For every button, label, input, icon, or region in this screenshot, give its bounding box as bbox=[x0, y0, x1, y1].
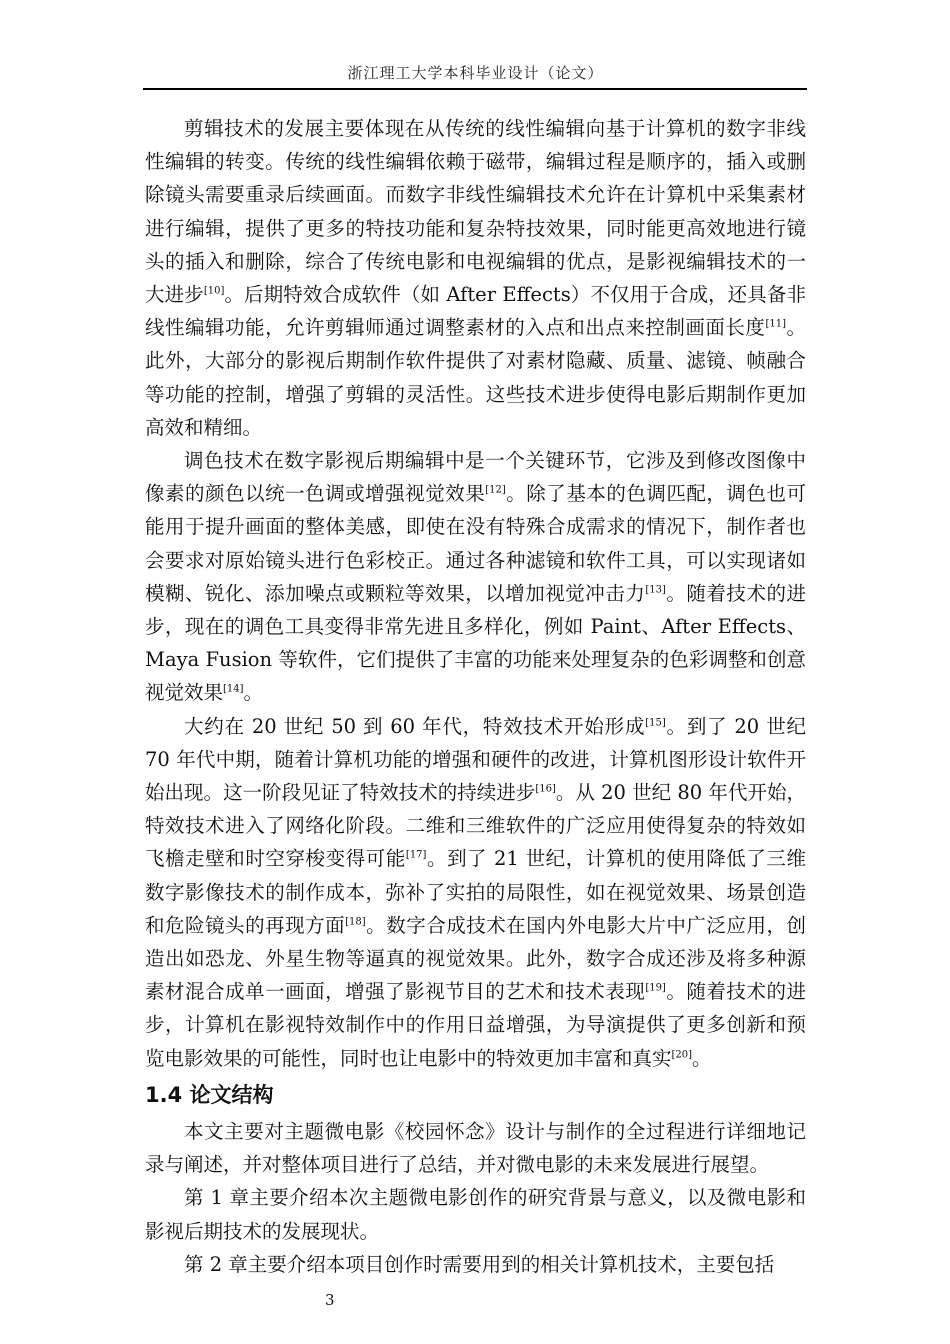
paragraph-text: 大约在 20 世纪 50 到 60 年代，特效技术开始形成 bbox=[184, 714, 646, 738]
document-body bbox=[145, 112, 806, 1281]
citation-ref: [19] bbox=[645, 982, 666, 994]
page-header: 浙江理工大学本科毕业设计（论文） bbox=[347, 64, 604, 82]
page-number: 3 bbox=[325, 1290, 335, 1309]
citation-ref: [15] bbox=[645, 717, 666, 729]
citation-ref: [11] bbox=[765, 318, 786, 330]
paragraph-text: 第 2 章主要介绍本项目创作时需要用到的相关计算机技术，主要包括 bbox=[184, 1252, 775, 1276]
paragraph bbox=[145, 112, 806, 444]
paragraph-text: 。随着技术的进步，现在的调色工具变得非常先进且多样化，例如 Paint、After Effects、Maya Fusion 等软件，它们提供了丰富的功能来处理复杂的色彩调整和创意视觉效果 bbox=[145, 581, 806, 705]
citation-ref: [14] bbox=[223, 683, 244, 695]
paragraph bbox=[145, 1248, 806, 1281]
citation-ref: [18] bbox=[345, 916, 366, 928]
paragraph bbox=[145, 710, 806, 1075]
paragraph-text: 。此外，大部分的影视后期制作软件提供了对素材隐藏、质量、滤镜、帧融合等功能的控制，增强了剪辑的灵活性。这些技术进步使得电影后期制作更加高效和精细。 bbox=[145, 316, 806, 439]
citation-ref: [12] bbox=[485, 484, 506, 496]
citation-ref: [13] bbox=[645, 584, 666, 596]
paragraph-text: 。从 20 世纪 80 年代开始，特效技术进入了网络化阶段。二维和三维软件的广泛应用使得复杂的特效如飞檐走壁和时空穿梭变得可能 bbox=[145, 781, 806, 871]
paragraph-text: 。到了 21 世纪，计算机的使用降低了三维数字影像技术的制作成本，弥补了实拍的局限性，如在视觉效果、场景创造和危险镜头的再现方面 bbox=[145, 847, 806, 937]
paragraph bbox=[145, 444, 806, 710]
paragraph-text: 调色技术在数字影视后期编辑中是一个关键环节，它涉及到修改图像中像素的颜色以统一色调或增强视觉效果 bbox=[145, 449, 806, 506]
paragraph-text: 第 1 章主要介绍本次主题微电影创作的研究背景与意义，以及微电影和影视后期技术的发展现状。 bbox=[145, 1186, 806, 1243]
paragraph-text: 。到了 20 世纪 70 年代中期，随着计算机功能的增强和硬件的改进，计算机图形设计软件开始出现。这一阶段见证了特效技术的持续进步 bbox=[145, 714, 806, 805]
paragraph-text: 本文主要对主题微电影《校园怀念》设计与制作的全过程进行详细地记录与阐述，并对整体项目进行了总结，并对微电影的未来发展进行展望。 bbox=[145, 1119, 806, 1177]
paragraphs-after bbox=[145, 1115, 806, 1281]
citation-ref: [20] bbox=[671, 1049, 693, 1061]
paragraph-text: 。 bbox=[692, 1046, 712, 1070]
citation-ref: [16] bbox=[535, 783, 556, 795]
paragraph-text: 。数字合成技术在国内外电影大片中广泛应用，创造出如恐龙、外星生物等逼真的视觉效果。此外，数字合成还涉及将多种源素材混合成单一画面，增强了影视节目的艺术和技术表现 bbox=[145, 913, 806, 1004]
paragraphs-before bbox=[145, 112, 806, 1075]
paragraph-text: 剪辑技术的发展主要体现在从传统的线性编辑向基于计算机的数字非线性编辑的转变。传统的线性编辑依赖于磁带，编辑过程是顺序的，插入或删除镜头需要重录后续画面。而数字非线性编辑技术允许在计算机中采集素材进行编辑，提供了更多的特技功能和复杂特技效果，同时能更高效地进行镜头的插入和删除，综合了传统电影和电视编辑的优点，是影视编辑技术的一大进步 bbox=[145, 117, 806, 307]
page-content bbox=[145, 0, 806, 1329]
paragraph-text: 。随着技术的进步，计算机在影视特效制作中的作用日益增强，为导演提供了更多创新和预览电影效果的可能性，同时也让电影中的特效更加丰富和真实 bbox=[145, 980, 806, 1070]
paragraph bbox=[145, 1181, 806, 1247]
paragraph bbox=[145, 1115, 806, 1181]
paragraph-text: 。除了基本的色调匹配，调色也可能用于提升画面的整体美感，即使在没有特殊合成需求的情况下，制作者也会要求对原始镜头进行色彩校正。通过各种滤镜和软件工具，可以实现诸如模糊、锐化、添加噪点或颗粒等效果，以增加视觉冲击力 bbox=[145, 482, 806, 605]
paragraph-text: 。 bbox=[243, 681, 264, 705]
citation-ref: [10] bbox=[203, 285, 225, 297]
paragraph-text: 。后期特效合成软件（如 After Effects）不仅用于合成，还具备非线性编辑功能，允许剪辑师通过调整素材的入点和出点来控制画面长度 bbox=[145, 283, 806, 340]
citation-ref: [17] bbox=[405, 849, 427, 861]
section-heading: 1.4 论文结构 bbox=[145, 1082, 274, 1107]
